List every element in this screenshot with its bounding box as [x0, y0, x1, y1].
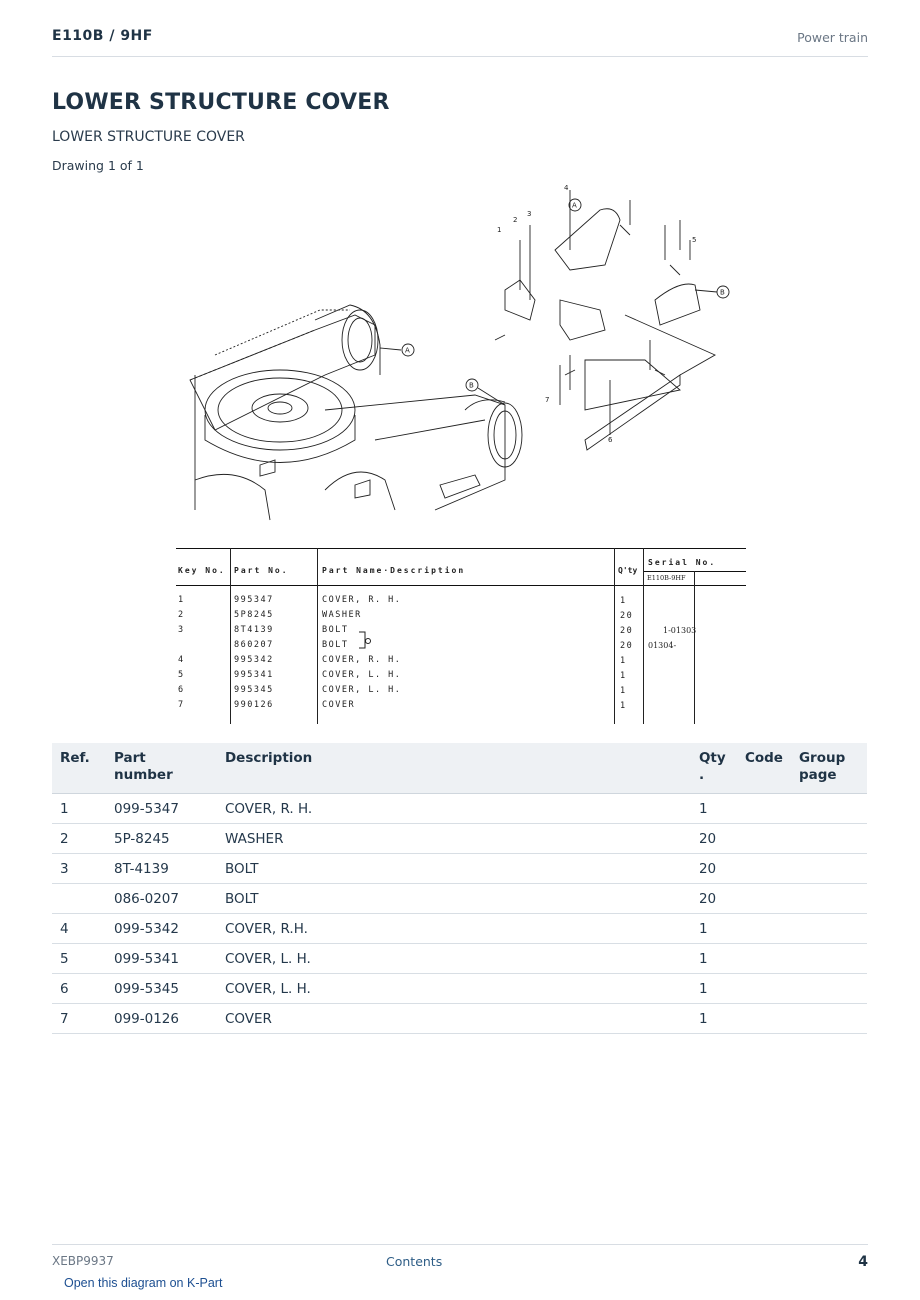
scan-row-key: 1 — [178, 595, 185, 605]
model-label: E110B / 9HF — [52, 28, 153, 44]
cell-ref: 1 — [52, 794, 106, 824]
page-number: 4 — [858, 1254, 868, 1270]
cell-description: COVER, L. H. — [217, 944, 691, 974]
header-group-page: Group page — [791, 743, 867, 794]
scan-row-part: 995341 — [234, 670, 274, 680]
cell-code — [737, 884, 791, 914]
cell-code — [737, 794, 791, 824]
scan-row-name: BOLT — [322, 640, 349, 650]
scan-header-name: Part Name·Description — [322, 566, 466, 575]
cell-group-page — [791, 854, 867, 884]
cell-description: BOLT — [217, 884, 691, 914]
cell-part-number: 099-5347 — [106, 794, 217, 824]
cell-ref: 4 — [52, 914, 106, 944]
scan-row-name: WASHER — [322, 610, 362, 620]
scan-row-qty: 1 — [620, 701, 627, 711]
scan-row-name: COVER, R. H. — [322, 595, 402, 605]
scan-row-qty: 20 — [620, 626, 634, 636]
table-row — [52, 854, 867, 884]
scan-row-part: 990126 — [234, 700, 274, 710]
table-row — [52, 1004, 867, 1034]
scan-row-serial: 1-01303 — [663, 626, 697, 635]
cell-ref — [52, 884, 106, 914]
scan-row-name: COVER, L. H. — [322, 685, 402, 695]
cell-qty: 1 — [691, 914, 737, 944]
scan-header-qty: Q'ty — [618, 566, 638, 575]
cell-qty: 20 — [691, 854, 737, 884]
table-row — [52, 884, 867, 914]
scan-row-qty: 1 — [620, 686, 627, 696]
cell-qty: 20 — [691, 824, 737, 854]
cell-qty: 1 — [691, 974, 737, 1004]
cell-ref: 2 — [52, 824, 106, 854]
header-ref: Ref. — [52, 743, 106, 794]
cell-code — [737, 974, 791, 1004]
callout-A-cover: A — [572, 201, 577, 210]
header-description: Description — [217, 743, 691, 794]
cell-description: WASHER — [217, 824, 691, 854]
scan-header-key: Key No. — [178, 566, 226, 575]
cell-part-number: 099-5342 — [106, 914, 217, 944]
parts-diagram — [175, 180, 745, 525]
callout-6: 6 — [608, 436, 613, 444]
scan-row-qty: 1 — [620, 671, 627, 681]
parts-table — [52, 743, 867, 1034]
cell-qty: 1 — [691, 794, 737, 824]
scan-row-name: COVER — [322, 700, 356, 710]
contents-link[interactable]: Contents — [386, 1254, 443, 1269]
callout-B-frame: B — [469, 381, 474, 390]
cell-group-page — [791, 944, 867, 974]
scan-row-key: 4 — [178, 655, 185, 665]
table-row — [52, 824, 867, 854]
scan-row-name: BOLT — [322, 625, 349, 635]
bolt-bracket-icon — [358, 630, 372, 652]
scan-row-part: 5P8245 — [234, 610, 274, 620]
scan-row-key: 3 — [178, 625, 185, 635]
table-row — [52, 914, 867, 944]
cell-description: COVER, R.H. — [217, 914, 691, 944]
scan-row-part: 995347 — [234, 595, 274, 605]
scan-header-part: Part No. — [234, 566, 289, 575]
cell-qty: 20 — [691, 884, 737, 914]
cell-part-number: 099-0126 — [106, 1004, 217, 1034]
page-subtitle: LOWER STRUCTURE COVER — [52, 129, 245, 145]
cell-code — [737, 914, 791, 944]
scan-row-qty: 20 — [620, 611, 634, 621]
section-label: Power train — [797, 30, 868, 45]
callout-5: 5 — [692, 236, 697, 244]
scan-row-serial: 01304- — [648, 641, 677, 650]
cell-ref: 5 — [52, 944, 106, 974]
cell-code — [737, 944, 791, 974]
callout-3: 3 — [527, 210, 532, 218]
scan-header-serial: Serial No. — [648, 558, 717, 567]
parts-table-header — [52, 743, 867, 794]
cell-qty: 1 — [691, 944, 737, 974]
table-row — [52, 944, 867, 974]
cell-group-page — [791, 974, 867, 1004]
scan-row-key: 5 — [178, 670, 185, 680]
table-row — [52, 794, 867, 824]
cell-code — [737, 1004, 791, 1034]
page-footer — [52, 1244, 868, 1275]
header-part-number: Part number — [106, 743, 217, 794]
scan-header-serial-model: E110B-9HF — [647, 574, 686, 582]
cell-part-number: 5P-8245 — [106, 824, 217, 854]
scan-row-qty: 1 — [620, 656, 627, 666]
cell-group-page — [791, 1004, 867, 1034]
document-id: XEBP9937 — [52, 1254, 114, 1268]
cell-qty: 1 — [691, 1004, 737, 1034]
cell-part-number: 086-0207 — [106, 884, 217, 914]
cell-part-number: 099-5345 — [106, 974, 217, 1004]
header-qty: Qty . — [691, 743, 737, 794]
scan-row-qty: 1 — [620, 596, 627, 606]
cell-part-number: 8T-4139 — [106, 854, 217, 884]
scan-row-key: 2 — [178, 610, 185, 620]
cell-part-number: 099-5341 — [106, 944, 217, 974]
cell-group-page — [791, 914, 867, 944]
page-header — [52, 28, 868, 57]
cell-description: COVER — [217, 1004, 691, 1034]
open-kpart-link[interactable]: Open this diagram on K-Part — [64, 1276, 223, 1290]
callout-1: 1 — [497, 226, 502, 234]
callout-2: 2 — [513, 216, 518, 224]
scan-row-name: COVER, R. H. — [322, 655, 402, 665]
cell-group-page — [791, 794, 867, 824]
scan-row-part: 8T4139 — [234, 625, 274, 635]
scan-row-key: 6 — [178, 685, 185, 695]
drawing-counter: Drawing 1 of 1 — [52, 158, 144, 173]
scan-row-name: COVER, L. H. — [322, 670, 402, 680]
cell-ref: 6 — [52, 974, 106, 1004]
scan-row-qty: 20 — [620, 641, 634, 651]
table-row — [52, 974, 867, 1004]
scan-row-part: 860207 — [234, 640, 274, 650]
page-title: LOWER STRUCTURE COVER — [52, 90, 390, 115]
cell-group-page — [791, 884, 867, 914]
callout-B-cover: B — [720, 288, 725, 297]
callout-A-frame: A — [405, 346, 410, 355]
cell-group-page — [791, 824, 867, 854]
callout-7: 7 — [545, 396, 550, 404]
cell-ref: 7 — [52, 1004, 106, 1034]
header-code: Code — [737, 743, 791, 794]
scan-row-key: 7 — [178, 700, 185, 710]
cell-description: BOLT — [217, 854, 691, 884]
scan-row-part: 995342 — [234, 655, 274, 665]
cell-code — [737, 824, 791, 854]
cell-code — [737, 854, 791, 884]
cell-description: COVER, R. H. — [217, 794, 691, 824]
callout-4: 4 — [564, 184, 569, 192]
cell-description: COVER, L. H. — [217, 974, 691, 1004]
scan-row-part: 995345 — [234, 685, 274, 695]
cell-ref: 3 — [52, 854, 106, 884]
scanned-parts-list — [176, 548, 746, 724]
